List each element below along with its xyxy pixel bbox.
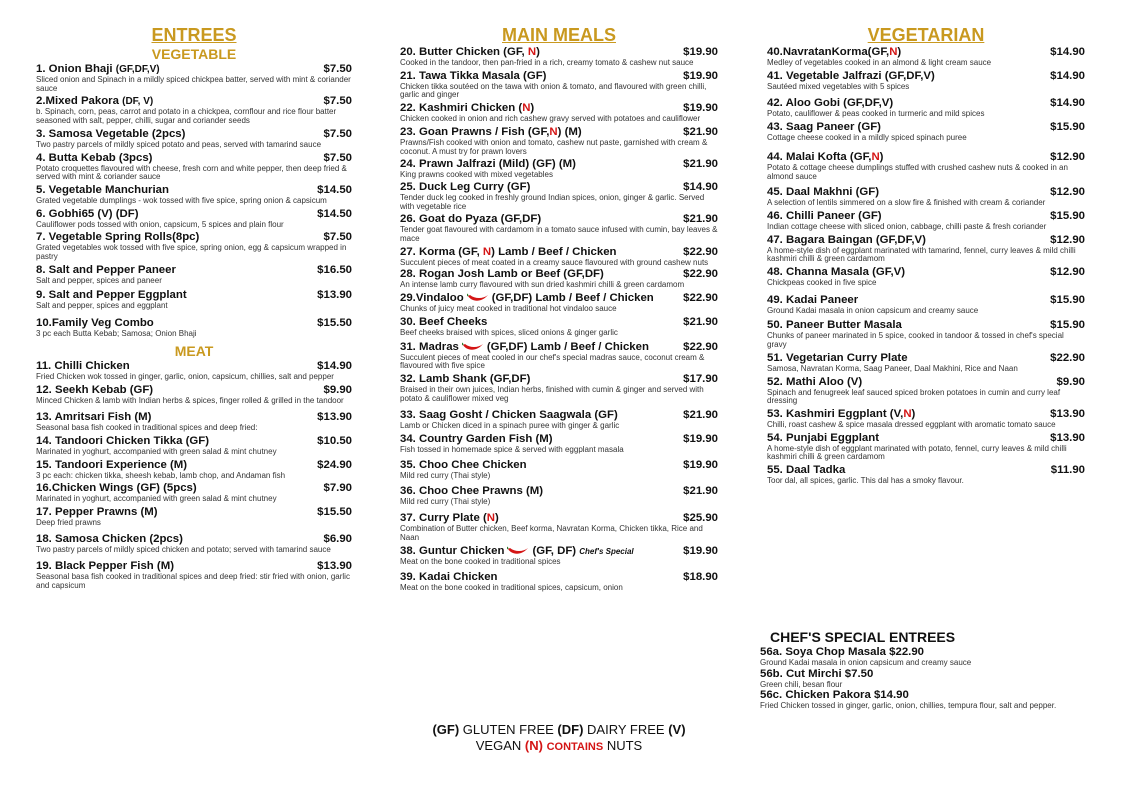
chefs-special-description: Fried Chicken tossed in ginger, garlic, onion, chillies, tempura flour, salt and pepper. <box>760 701 1057 711</box>
menu-item-name: 44. Malai Kofta (GF,N) <box>767 150 884 163</box>
menu-item-description: Minced Chicken & lamb with Indian herbs & spices, finger rolled & grilled in the tandoor <box>36 395 344 405</box>
menu-item-description: Succulent pieces of meat cooled in our chef's special madras sauce, coconut cream & flavoured with five spice <box>400 352 705 371</box>
menu-item-description: Cottage cheese cooked in a mildly spiced spinach puree <box>767 133 967 143</box>
legend-gf-text: GLUTEN FREE <box>462 722 554 737</box>
menu-item-name: 52. Mathi Aloo (V) <box>767 375 863 388</box>
menu-item-description: Salt and pepper, spices and eggplant <box>36 301 168 311</box>
menu-item-description: Braised in their own juices, Indian herbs, finished with cumin & ginger and served with potato & cauliflower mixed veg <box>400 384 704 403</box>
menu-item <box>36 95 352 125</box>
menu-item-name: 39. Kadai Chicken <box>400 571 498 584</box>
menu-item-description: Toor dal, all spices, garlic. This dal has a smoky flavour. <box>767 476 964 486</box>
chefs-special-item <box>760 646 1080 668</box>
menu-item <box>400 433 718 455</box>
menu-item-description: Cauliflower pods tossed with onion, capsicum, 5 spices and plain flour <box>36 219 284 229</box>
menu-item-row <box>400 545 718 558</box>
menu-item-row <box>767 151 1085 164</box>
menu-item <box>400 545 718 567</box>
menu-item-description: Chilli, roast cashew & spice masala dressed eggplant with aromatic tomato sauce <box>767 419 1056 429</box>
menu-item <box>767 234 1085 264</box>
menu-item-description: Tender duck leg cooked in freshly ground Indian spices, onion, ginger & garlic. Served with vegetable rice <box>400 192 705 211</box>
chili-icon <box>467 293 489 303</box>
menu-item-description: Chunks of paneer marinated in 5 spice, cooked in tandoor & tossed in chef's special gravy <box>767 331 1064 350</box>
menu-item <box>400 373 718 403</box>
vegetarian-column <box>767 24 1085 486</box>
menu-item-name: 46. Chilli Paneer (GF) <box>767 209 882 222</box>
menu-item-name: 47. Bagara Baingan (GF,DF,V) <box>767 233 926 246</box>
menu-item-name: 49. Kadai Paneer <box>767 293 859 306</box>
menu-item-price: $21.90 <box>683 409 718 422</box>
menu-item <box>400 485 718 507</box>
chili-icon <box>507 546 529 556</box>
menu-item <box>400 459 718 481</box>
menu-item-name: 18. Samosa Chicken (2pcs) <box>36 532 183 545</box>
menu-item <box>36 360 352 382</box>
legend-df: (DF) <box>557 722 584 737</box>
legend-v-text: VEGAN <box>475 738 522 753</box>
menu-item-name: 51. Vegetarian Curry Plate <box>767 351 908 364</box>
menu-item <box>36 208 352 230</box>
vegetarian-title: VEGETARIAN <box>867 25 985 45</box>
menu-item-description: Meat on the bone cooked in traditional spices, capsicum, onion <box>400 583 623 593</box>
menu-item <box>767 408 1085 430</box>
menu-item <box>36 264 352 286</box>
menu-item-price: $14.50 <box>317 183 352 196</box>
menu-item-name: 20. Butter Chicken (GF, N) <box>400 46 540 58</box>
menu-item-description: Ground Kadai masala in onion capsicum and creamy sauce <box>767 305 979 315</box>
menu-item-description: Fish tossed in homemade spice & served with eggplant masala <box>400 445 624 455</box>
menu-item-price: $21.90 <box>683 485 718 498</box>
menu-item-name: 42. Aloo Gobi (GF,DF,V) <box>767 97 894 110</box>
menu-item-name: 41. Vegetable Jalfrazi (GF,DF,V) <box>767 69 935 82</box>
menu-item-price: $7.90 <box>323 482 352 495</box>
contains-nuts-marker: N <box>527 46 537 58</box>
menu-item <box>36 384 352 406</box>
menu-item <box>767 70 1085 92</box>
menu-item-name: 43. Saag Paneer (GF) <box>767 121 881 134</box>
menu-item-name: 19. Black Pepper Fish (M) <box>36 560 174 573</box>
main-meals-list <box>400 46 718 593</box>
menu-item-price: $19.90 <box>683 433 718 446</box>
menu-item <box>767 266 1085 288</box>
menu-item-description: Salt and pepper, spices and paneer <box>36 275 162 285</box>
menu-item-row <box>400 181 718 194</box>
menu-item-name: 24. Prawn Jalfrazi (Mild) (GF) (M) <box>400 158 576 171</box>
menu-item <box>36 63 352 93</box>
contains-nuts-marker: N <box>482 245 492 258</box>
menu-item-price: $15.90 <box>1050 319 1085 332</box>
menu-item-price: $13.90 <box>317 411 352 424</box>
menu-item <box>400 70 718 100</box>
menu-item-description: b. Spinach, corn, peas, carrot and potato in a chickpea, cornflour and rice flour batter seasoned with salt, pepper, chilli, sugar and coriander seeds <box>36 107 337 126</box>
menu-item-row <box>400 126 718 139</box>
menu-item-name: 54. Punjabi Eggplant <box>767 431 880 444</box>
menu-item-price: $15.90 <box>1050 121 1085 134</box>
menu-item-description: Chicken cooked in onion and rich cashew gravy served with potatoes and cauliflower <box>400 114 701 124</box>
menu-item-description: Deep fried prawns <box>36 518 101 528</box>
menu-item-price: $25.90 <box>683 512 718 525</box>
legend-n: (N) <box>524 738 543 753</box>
menu-item <box>767 352 1085 374</box>
menu-item-description: Potato & cottage cheese dumplings stuffed with crushed cashew nuts & cooked in an almond sauce <box>767 162 1068 181</box>
legend-gf: (GF) <box>432 722 460 737</box>
menu-item <box>767 46 1085 68</box>
menu-item-row <box>400 459 718 472</box>
menu-item-name: 11. Chilli Chicken <box>36 359 130 372</box>
menu-item-name: 35. Choo Chee Chicken <box>400 458 527 471</box>
chefs-special-description: Ground Kadai masala in onion capsicum and creamy sauce <box>760 658 972 667</box>
menu-item-name: 32. Lamb Shank (GF,DF) <box>400 372 531 385</box>
menu-item-description: Lamb or Chicken diced in a spinach puree with ginger & garlic <box>400 421 620 431</box>
menu-item-description: Sautéed mixed vegetables with 5 spices <box>767 81 910 91</box>
menu-item-name: 30. Beef Cheeks <box>400 315 488 328</box>
menu-item <box>36 459 352 481</box>
menu-item-row <box>767 376 1085 389</box>
menu-item-price: $22.90 <box>683 292 718 305</box>
menu-item <box>400 341 718 371</box>
menu-item-description: Mild red curry (Thai style) <box>400 470 491 480</box>
menu-item-description: Tender goat flavoured with cardamom in a tomato sauce infused with cumin, bay leaves & mace <box>400 225 718 244</box>
menu-item-name: 9. Salt and Pepper Eggplant <box>36 289 187 302</box>
menu-item-price: $17.90 <box>683 372 718 385</box>
menu-item-price: $7.50 <box>323 231 352 244</box>
menu-item-price: $19.90 <box>683 102 718 115</box>
menu-item-name: 6. Gobhi65 (V) (DF) <box>36 207 139 220</box>
menu-item-name: 23. Goan Prawns / Fish (GF,N) (M) <box>400 125 582 138</box>
menu-item-price: $9.90 <box>323 383 352 396</box>
menu-item-price: $21.90 <box>683 158 718 171</box>
menu-item-description: Chicken tikka soutéed on the tawa with onion & tomato, and flavoured with green chilli, garlic and ginger <box>400 81 707 100</box>
chefs-special-list <box>760 646 1080 711</box>
menu-item-name: 10.Family Veg Combo <box>36 317 154 330</box>
menu-item-name: 22. Kashmiri Chicken (N) <box>400 102 535 115</box>
menu-item <box>767 432 1085 462</box>
menu-item-description: 3 pc each Butta Kebab; Samosa; Onion Bhaji <box>36 329 197 339</box>
menu-item-description: Potato croquettes flavoured with cheese, fresh corn and white pepper, then deep fried & served with mint & coriander sauce <box>36 163 347 182</box>
menu-item-name: 53. Kashmiri Eggplant (V,N) <box>767 407 916 420</box>
menu-item-name: 26. Goat do Pyaza (GF,DF) <box>400 213 542 226</box>
menu-item-price: $15.50 <box>317 317 352 330</box>
menu-item-price: $14.90 <box>317 359 352 372</box>
menu-item-price: $22.90 <box>683 340 718 353</box>
menu-item <box>400 292 718 314</box>
chefs-special-description: Green chili, besan flour <box>760 679 843 689</box>
menu-item <box>767 294 1085 316</box>
menu-item-price: $7.50 <box>323 151 352 164</box>
menu-item-name: 27. Korma (GF, N) Lamb / Beef / Chicken <box>400 245 617 258</box>
main-meals-column <box>400 24 718 593</box>
menu-item-price: $13.90 <box>317 560 352 573</box>
menu-item <box>400 181 718 211</box>
menu-item-price: $12.90 <box>1050 233 1085 246</box>
menu-item <box>400 571 718 593</box>
menu-item-price: $19.90 <box>683 458 718 471</box>
menu-item-description: King prawns cooked with mixed vegetables <box>400 170 553 180</box>
legend-n-text: NUTS <box>606 738 643 753</box>
menu-item-name: 1. Onion Bhaji (GF,DF,V) <box>36 63 160 75</box>
menu-item-name: 37. Curry Plate (N) <box>400 512 499 525</box>
contains-nuts-marker: N <box>549 125 558 138</box>
menu-item <box>767 464 1085 486</box>
menu-item <box>36 128 352 150</box>
menu-item-row <box>36 128 352 141</box>
menu-item <box>400 213 718 243</box>
menu-item-row <box>36 459 352 472</box>
menu-item <box>400 268 718 290</box>
menu-item-row <box>400 373 718 386</box>
menu-item-description: Indian cottage cheese with sliced onion, cabbage, chilli paste & fresh coriander <box>767 221 1047 231</box>
menu-item-description: 3 pc each: chicken tikka, sheesh kebab, lamb chop, and Andaman fish <box>36 470 286 480</box>
menu-item-name: 50. Paneer Butter Masala <box>767 319 902 332</box>
menu-item-price: $9.90 <box>1056 375 1085 388</box>
menu-item-row <box>767 408 1085 421</box>
legend-df-text: DAIRY FREE <box>587 722 665 737</box>
menu-item-description: A home-style dish of eggplant marinated with tamarind, fennel, curry leaves & mild chilli kashmiri chilli & green cardamom <box>767 245 1076 264</box>
menu-item <box>400 316 718 338</box>
meat-list <box>36 360 352 591</box>
contains-nuts-marker: N <box>889 46 898 58</box>
contains-nuts-marker: N <box>903 407 912 420</box>
entrees-title: ENTREES <box>151 25 237 45</box>
menu-item-price: $21.90 <box>683 213 718 226</box>
menu-item <box>767 97 1085 119</box>
menu-item <box>36 184 352 206</box>
menu-item-price: $6.90 <box>323 532 352 545</box>
menu-item-tags: (DF, V) <box>122 96 154 108</box>
chefs-special-item <box>760 689 1080 711</box>
menu-item-description: Chunks of juicy meat cooked in traditional hot vindaloo sauce <box>400 304 617 314</box>
menu-item <box>400 409 718 431</box>
menu-item-name: 40.NavratanKorma(GF,N) <box>767 46 902 58</box>
menu-item-price: $13.90 <box>317 289 352 302</box>
menu-item-name: 45. Daal Makhni (GF) <box>767 186 880 199</box>
menu-item <box>767 319 1085 349</box>
menu-item-row <box>36 184 352 197</box>
menu-item-row <box>36 152 352 165</box>
menu-item <box>36 152 352 182</box>
chefs-special-tag: Chef's Special <box>579 546 634 556</box>
menu-item-row <box>400 70 718 83</box>
menu-item-name: 17. Pepper Prawns (M) <box>36 506 158 519</box>
legend-v: (V) <box>668 722 686 737</box>
menu-item-description: Seasonal basa fish cooked in traditional spices and deep fried: stir fried with onion, garlic and capsicum <box>36 572 350 591</box>
menu-item-price: $16.50 <box>317 263 352 276</box>
menu-item-name: 12. Seekh Kebab (GF) <box>36 383 154 396</box>
menu-item-row <box>767 352 1085 365</box>
menu-item <box>767 186 1085 208</box>
menu-item-price: $22.90 <box>683 245 718 258</box>
menu-item-name: 5. Vegetable Manchurian <box>36 183 169 196</box>
menu-item <box>767 151 1085 181</box>
menu-item-description: Marinated in yoghurt, accompanied with green salad & mint chutney <box>36 446 277 456</box>
menu-item-name: 3. Samosa Vegetable (2pcs) <box>36 127 186 140</box>
menu-item-name: 7. Vegetable Spring Rolls(8pc) <box>36 231 200 244</box>
menu-item-description: Samosa, Navratan Korma, Saag Paneer, Daal Makhini, Rice and Naan <box>767 363 1018 373</box>
menu-item-name: 25. Duck Leg Curry (GF) <box>400 180 531 193</box>
menu-item-price: $18.90 <box>683 571 718 584</box>
menu-item-price: $7.50 <box>323 63 352 75</box>
menu-item-description: Fried Chicken wok tossed in ginger, garlic, onion, capsicum, chillies, salt and pepper <box>36 371 334 381</box>
main-meals-title: MAIN MEALS <box>502 25 616 45</box>
menu-item-description: An intense lamb curry flavoured with sun dried kashmiri chilli & green cardamom <box>400 280 685 290</box>
menu-item <box>36 317 352 339</box>
menu-item-description: Seasonal basa fish cooked in traditional spices and deep fried: <box>36 423 258 433</box>
menu-item-row <box>36 533 352 546</box>
menu-item-description: Beef cheeks braised with spices, sliced onions & ginger garlic <box>400 327 618 337</box>
menu-item-description: Chickpeas cooked in five spice <box>767 278 877 288</box>
menu-item-name: 8. Salt and Pepper Paneer <box>36 263 176 276</box>
menu-item <box>36 289 352 311</box>
menu-item <box>400 102 718 124</box>
menu-item-price: $10.50 <box>317 434 352 447</box>
menu-item-row <box>767 432 1085 445</box>
menu-item-description: Marinated in yoghurt, accompanied with green salad & mint chutney <box>36 494 277 504</box>
menu-item-price: $14.50 <box>317 207 352 220</box>
menu-item <box>400 46 718 68</box>
vegetable-subtitle: VEGETABLE <box>151 46 237 62</box>
menu-item-price: $19.90 <box>683 46 718 58</box>
menu-item-row <box>767 70 1085 83</box>
menu-item <box>400 158 718 180</box>
legend-n-contains: CONTAINS <box>546 741 604 753</box>
menu-item-price: $15.90 <box>1050 293 1085 306</box>
menu-item-row <box>767 210 1085 223</box>
dietary-legend <box>400 722 718 755</box>
entrees-column <box>36 24 352 591</box>
menu-item-price: $22.90 <box>1050 351 1085 364</box>
menu-item-row <box>36 264 352 277</box>
menu-item-name: 21. Tawa Tikka Masala (GF) <box>400 69 547 82</box>
menu-item-name: 29.Vindaloo (GF,DF) Lamb / Beef / Chicken <box>400 292 654 305</box>
menu-item-description: Cooked in the tandoor, then pan-fried in a rich, creamy tomato & cashew nut sauce <box>400 58 694 67</box>
menu-item <box>36 506 352 528</box>
chefs-special-item <box>760 668 1080 690</box>
menu-item <box>36 560 352 590</box>
menu-item <box>400 126 718 156</box>
menu-item-price: $13.90 <box>1050 431 1085 444</box>
menu-item <box>767 121 1085 143</box>
menu-item <box>36 231 352 261</box>
menu-item-name: 28. Rogan Josh Lamb or Beef (GF,DF) <box>400 268 604 281</box>
menu-item-price: $12.90 <box>1050 266 1085 279</box>
menu-item-row <box>767 234 1085 247</box>
menu-item-row <box>767 294 1085 307</box>
menu-item-price: $14.90 <box>1050 97 1085 110</box>
menu-item <box>36 482 352 504</box>
menu-item-price: $14.90 <box>1050 46 1085 58</box>
contains-nuts-marker: N <box>871 150 880 163</box>
menu-item-price: $15.50 <box>317 506 352 519</box>
menu-item-row <box>400 316 718 329</box>
menu-item-row <box>36 208 352 221</box>
menu-item-name: 16.Chicken Wings (GF) (5pcs) <box>36 482 197 495</box>
menu-item-price: $11.90 <box>1050 464 1085 477</box>
menu-item-name: 33. Saag Gosht / Chicken Saagwala (GF) <box>400 409 618 422</box>
menu-item-price: $19.90 <box>683 544 718 557</box>
menu-item-name: 34. Country Garden Fish (M) <box>400 433 553 446</box>
menu-item-price: $12.90 <box>1050 186 1085 199</box>
menu-item <box>767 376 1085 406</box>
menu-item <box>36 533 352 555</box>
menu-item-name: 4. Butta Kebab (3pcs) <box>36 151 153 164</box>
menu-item-description: Grated vegetables wok tossed with five spice, spring onion, egg & capsicum wrapped in pastry <box>36 243 347 262</box>
menu-item-name: 31. Madras (GF,DF) Lamb / Beef / Chicken <box>400 340 649 353</box>
chefs-special-title: CHEF'S SPECIAL ENTREES <box>770 629 956 645</box>
menu-item-description: Mild red curry (Thai style) <box>400 497 491 507</box>
meat-subtitle: MEAT <box>174 342 214 359</box>
menu-item-price: $19.90 <box>683 69 718 82</box>
menu-item-description: Spinach and fenugreek leaf sauced spiced broken potatoes in cumin and curry leaf dressing <box>767 387 1061 406</box>
menu-item <box>36 435 352 457</box>
contains-nuts-marker: N <box>522 102 531 115</box>
menu-item-description: Prawns/Fish cooked with onion and tomato, cashew nut paste, garnished with cream & coconut. A must try for prawn lovers <box>400 137 708 156</box>
menu-item <box>767 210 1085 232</box>
menu-item <box>36 411 352 433</box>
menu-item-description: A selection of lentils simmered on a slow fire & finished with cream & coriander <box>767 198 1046 208</box>
chefs-special-name: 56c. Chicken Pakora $14.90 <box>760 689 909 702</box>
menu-item-price: $22.90 <box>683 268 718 281</box>
menu-item-row <box>36 435 352 448</box>
menu-item-price: $15.90 <box>1050 209 1085 222</box>
menu-item-tags: (GF,DF,V) <box>115 64 160 75</box>
menu-item-price: $21.90 <box>683 125 718 138</box>
menu-item-description: A home-style dish of eggplant marinated with potato, fennel, curry leaves & mild chilli kashmiri chilli & green cardamom <box>767 443 1067 462</box>
contains-nuts-marker: N <box>486 512 495 525</box>
menu-item-price: $12.90 <box>1050 150 1085 163</box>
menu-item-description: Grated vegetable dumplings - wok tossed with five spice, spring onion & capsicum <box>36 195 327 205</box>
menu-item-description: Medley of vegetables cooked in an almond & light cream sauce <box>767 58 992 67</box>
menu-item-row <box>400 246 718 259</box>
menu-item-price: $14.90 <box>683 180 718 193</box>
menu-item-price: $7.50 <box>323 127 352 140</box>
menu-item <box>400 246 718 268</box>
menu-item-price: $24.90 <box>317 458 352 471</box>
menu-item-name: 48. Channa Masala (GF,V) <box>767 266 905 279</box>
menu-item-name: 13. Amritsari Fish (M) <box>36 411 152 424</box>
menu-item-name: 55. Daal Tadka <box>767 464 846 477</box>
menu-item-description: Potato, cauliflower & peas cooked in turmeric and mild spices <box>767 109 985 119</box>
menu-item-name: 2.Mixed Pakora (DF, V) <box>36 95 154 108</box>
menu-item-price: $21.90 <box>683 315 718 328</box>
vegetable-list <box>36 63 352 339</box>
menu-item-price: $7.50 <box>323 95 352 108</box>
vegetarian-list <box>767 46 1085 486</box>
chefs-special-name: 56b. Cut Mirchi $7.50 <box>760 667 874 680</box>
menu-item-row <box>36 384 352 397</box>
menu-item-description: Succulent pieces of meat coated in a creamy sauce flavoured with ground cashew nuts <box>400 257 709 267</box>
menu-item-name: 15. Tandoori Experience (M) <box>36 458 188 471</box>
menu-item <box>400 512 718 542</box>
menu-item-description: Two pastry parcels of mildly spiced chicken and potato; served with tamarind sauce <box>36 544 331 554</box>
menu-item-description: Meat on the bone cooked in traditional spices <box>400 556 561 566</box>
menu-item-description: Sliced onion and Spinach in a mildly spiced chickpea batter, served with mint & coriander sauce <box>36 75 351 93</box>
chili-icon <box>462 342 484 352</box>
menu-item-name: 36. Choo Chee Prawns (M) <box>400 485 544 498</box>
menu-item-name: 14. Tandoori Chicken Tikka (GF) <box>36 434 210 447</box>
menu-item-description: Combination of Butter chicken, Beef korma, Navratan Korma, Chicken tikka, Rice and Naan <box>400 524 703 542</box>
menu-item-name: 38. Guntur Chicken (GF, DF) Chef's Special <box>400 544 634 557</box>
chefs-special-name: 56a. Soya Chop Masala $22.90 <box>760 646 924 658</box>
menu-item-description: Two pastry parcels of mildly spiced potato and peas, served with tamarind sauce <box>36 139 322 149</box>
menu-item-price: $14.90 <box>1050 69 1085 82</box>
menu-item-row <box>36 360 352 373</box>
menu-item-price: $13.90 <box>1050 407 1085 420</box>
menu-item-row <box>400 341 718 354</box>
